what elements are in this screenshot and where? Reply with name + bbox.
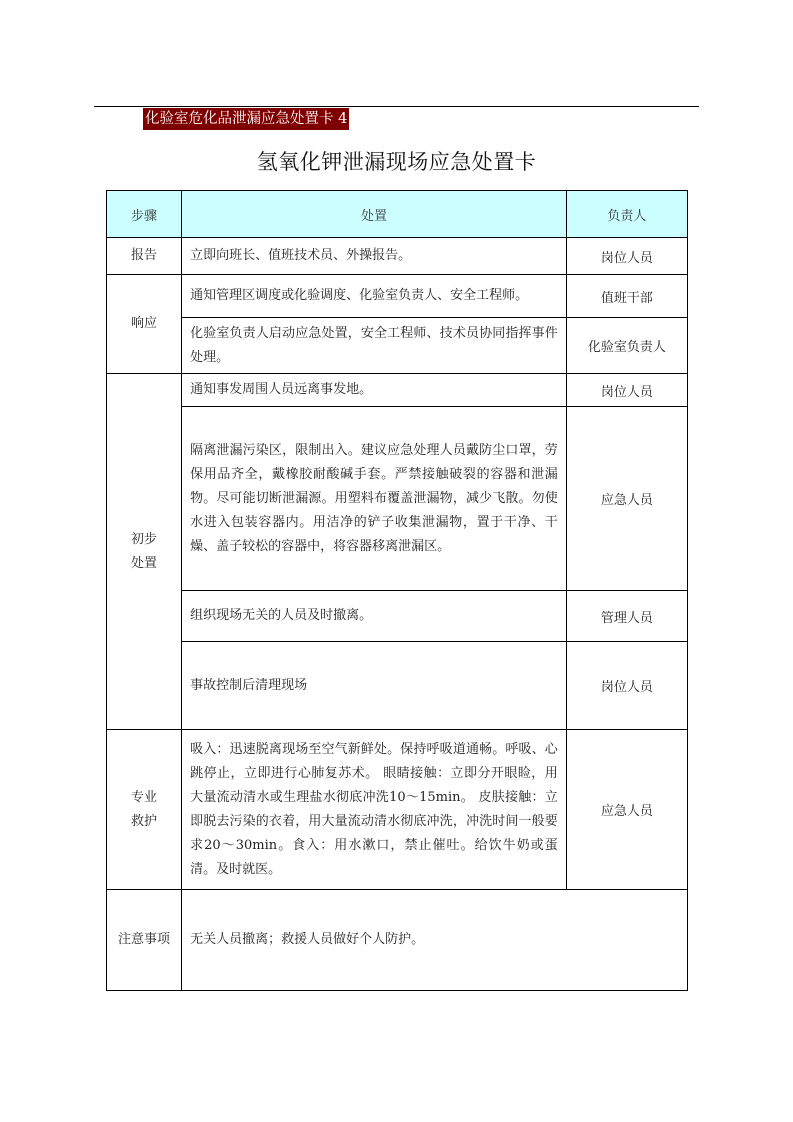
step-cell	[107, 374, 182, 730]
table-row	[107, 374, 688, 407]
column-header-action: 处置	[182, 191, 567, 238]
action-cell: 通知管理区调度或化验调度、化验室负责人、安全工程师。	[182, 275, 567, 318]
owner-cell: 岗位人员	[566, 642, 687, 730]
owner-cell: 岗位人员	[566, 374, 687, 407]
note-cell: 无关人员撤离；救援人员做好个人防护。	[182, 890, 688, 991]
step-cell: 响应	[107, 275, 182, 374]
action-cell: 组织现场无关的人员及时撤离。	[182, 591, 567, 642]
table-row	[107, 407, 688, 591]
step-line: 救护	[131, 813, 158, 829]
step-line: 处置	[131, 555, 158, 571]
action-cell: 隔离泄漏污染区，限制出入。建议应急处理人员戴防尘口罩，劳保用品齐全，戴橡胶耐酸碱手套。严禁接触破裂的容器和泄漏物。尽可能切断泄漏源。用塑料布覆盖泄漏物，减少飞散。勿使水进入包装容器内。用洁净的铲子收集泄漏物，置于干净、干燥、盖子较松的容器中，将容器移离泄漏区。	[182, 407, 567, 591]
action-cell: 吸入：迅速脱离现场至空气新鲜处。保持呼吸道通畅。呼吸、心跳停止，立即进行心肺复苏术。 眼睛接触：立即分开眼睑，用大量流动清水或生理盐水彻底冲洗10～15min。 皮肤接触：立即脱去污染的衣着，用大量流动清水彻底冲洗，冲洗时间一般要求20～30min。食入：用水漱口，禁止催吐。给饮牛奶或蛋清。及时就医。	[182, 730, 567, 890]
table-row	[107, 890, 688, 991]
owner-cell: 应急人员	[566, 730, 687, 890]
column-header-step: 步骤	[107, 191, 182, 238]
owner-cell: 岗位人员	[566, 238, 687, 275]
action-cell: 事故控制后清理现场	[182, 642, 567, 730]
action-cell: 通知事发周围人员远离事发地。	[182, 374, 567, 407]
step-cell: 注意事项	[107, 890, 182, 991]
action-cell: 立即向班长、值班技术员、外操报告。	[182, 238, 567, 275]
owner-cell: 值班干部	[566, 275, 687, 318]
step-cell	[107, 730, 182, 890]
action-cell: 化验室负责人启动应急处置，安全工程师、技术员协同指挥事件处理。	[182, 318, 567, 374]
table-row	[107, 730, 688, 890]
table-header-row	[107, 191, 688, 238]
column-header-owner: 负责人	[566, 191, 687, 238]
table-row	[107, 238, 688, 275]
header-rule	[94, 106, 699, 107]
table-row	[107, 591, 688, 642]
emergency-procedure-table	[106, 190, 688, 991]
step-line: 初步	[131, 531, 158, 547]
owner-cell: 管理人员	[566, 591, 687, 642]
owner-cell: 应急人员	[566, 407, 687, 591]
table-row	[107, 275, 688, 318]
table-row	[107, 642, 688, 730]
step-line: 专业	[131, 789, 158, 805]
header-tag: 化验室危化品泄漏应急处置卡 4	[143, 108, 349, 130]
step-cell: 报告	[107, 238, 182, 275]
page-title: 氢氧化钾泄漏现场应急处置卡	[256, 150, 537, 174]
owner-cell: 化验室负责人	[566, 318, 687, 374]
table-row	[107, 318, 688, 374]
